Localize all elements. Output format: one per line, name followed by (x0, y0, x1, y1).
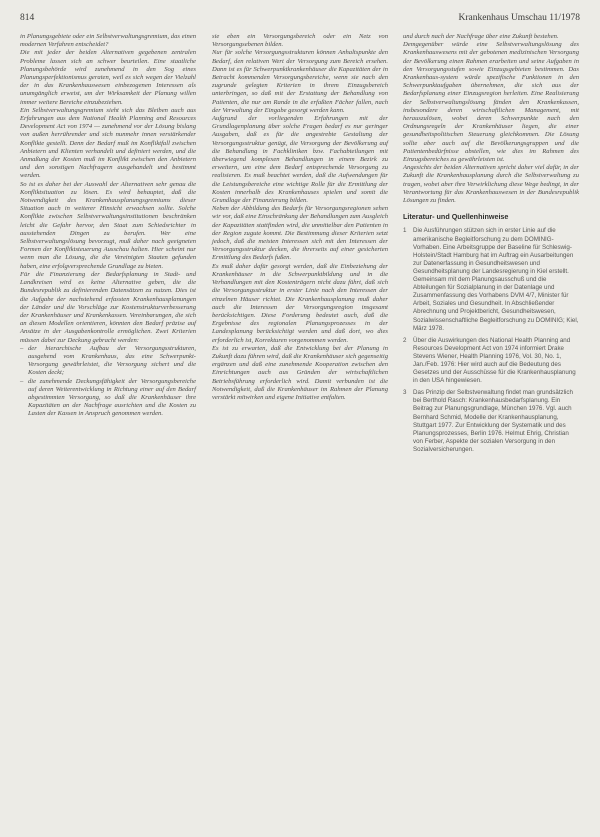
page-header (20, 13, 580, 27)
paragraph: Es ist zu erwarten, daß die Entwicklung bei der Planung in Zukunft dazu führen wird, daß die Krankenhäuser sich gegenseitig ergänzen und daß eine zunehmende Kooperation zwischen den Einrichtungen auch aus Gründen der wirtschaftlichen Betriebsführung erforderlich wird. Damit verbunden ist die Notwendigkeit, daß die Krankenhäuser im Rahmen der Planung verstärkt mitwirken und eigene Initiative entfalten. (212, 344, 388, 401)
paragraph: Demgegenüber würde eine Selbstverwaltungslösung des Krankenhauswesens mit der gebotenen medizinischen Versorgung der Bevölkerung einen Rahmen erarbeiten und seine Aufgaben in den Versorgungsstufen sowie Einzugsgebieten bestimmen. Das Krankenhaus-system würde spezifische Funktionen in den Schwerpunktaufgaben übernehmen, die sich aus der Bedarfsplanung einer Einzugsregion herleiten. Eine Realisierung der Selbstverwaltungslösung fänden den Krankenkassen, insbesondere deren wirtschaftlichen Management, mit herauszulösen, wobei deren Schwerpunkte nach den Ordnungsregeln der Krankenhäuser liegen, die einer gesundheitspolitischen Steuerung gleichkommen. Die Lösung sollte aber auch auf die Bevölkerungsgruppen und die Patientenbedürfnisse abstellen, wie dies im Rahmen des Einzugsbereiches zu gewährleisten ist. (403, 41, 579, 164)
text-column-1 (20, 33, 196, 419)
reference-item (403, 337, 579, 386)
reference-text: Das Prinzip der Selbstverwaltung findet man grundsätzlich bei Berthold Rasch: Krankenhausbedarfsplanung. Ein Beitrag zur Planungsgrundlage, München 1976. Vgl. auch Bernhard Schmid, Modelle der Krankenhausplanung, Stuttgart 1977. Zur Entwicklung der Systematik und des Planungsprozesses, Berlin 1976. Helmut Ehrig, Christian von Ferber, Aspekte der sozialen Versorgung in den Sozialversicherungen. (413, 389, 573, 453)
paragraph: So ist es daher bei der Auswahl der Alternativen sehr genau die Konfliktsituation zu lösen. Es wird behauptet, daß die Notwendigkeit des Krankenhausplanungsgremiums dieser Situation auch in weiterer Hinsicht erwachsen sollte. Solche Konflikte zwischen Selbstverwaltungsinstitutionen beschränken leicht die Gefahr hervor, den Staat zum Schiedsrichter in ausstehenden Dingen zu berufen. Wer eine Selbstverwaltungslösung bevorzugt, muß daher nach geeigneten Formen der Konfliktsteuerung Ausschau halten. Hier scheint nur wenn man die Lösung, die die Vereinigten Staaten gefunden haben, eine erfolgversprechende Grundlage zu bieten. (20, 180, 196, 270)
paragraph: Nur für solche Versorgungsstrukturen können Anhaltspunkte den Bedarf, den relativen Wert der Versorgung zum Bereich ersehen. Dann ist es für Schwerpunktkrankenhäuser die Kapazitäten der in Betracht kommenden Versorgungsbereiche, wenn sie nach den zugrunde gelegten Kriterien in ihrem Einzugsbereich unterbringen, so daß mit der Erstattung der Behandlung von Patienten, die nur am Rande in die erfaßten Fächer fallen, nach der Verwaltung der Eingabe gesorgt werden kann. (212, 49, 388, 114)
list-item: – die zunehmende Deckungsfähigkeit der Versorgungsbereiche auf deren Weiterentwicklung in Richtung einer auf den Bedarf abgestimmten Versorgung, so daß die Krankenhäuser ihre Kapazitäten an der Nachfrage ausrichten und die Kosten zu Lasten der Kassen in Anspruch genommen werden. (20, 378, 196, 419)
list-item: – der hierarchische Aufbau der Versorgungsstrukturen, ausgehend vom Krankenhaus, das eine Schwerpunkt-Versorgung gewährleistet, die Versorgung sichert und die Kosten deckt; (20, 345, 196, 378)
paragraph: Es muß daher dafür gesorgt werden, daß die Einbeziehung der Krankenhäuser in die Schwerpunktbildung und in die Verhandlungen mit den Kostenträgern nicht dazu führt, daß sich die Versorgungsstruktur in erster Linie nach den Interessen der einzelnen Häuser richtet. Die Krankenhausplanung muß daher auch die Interessen der Versorgungsregion insgesamt berücksichtigen. Diese Forderung bedeutet auch, daß die Ergebnisse des regionalen Planungsprozesses in der Landesplanung berücksichtigt werden und daß dort, wo dies erforderlich ist, Korrekturen vorgenommen werden. (212, 262, 388, 344)
dash-list (20, 345, 196, 419)
reference-number: 1 (403, 227, 407, 235)
paragraph: Neben der Abbildung des Bedarfs für Versorgungsregionen sehen wir vor, daß eine Einschränkung der Behandlungen zum Ausgleich der Kapazitäten stattfinden wird, die unmittelbar den Patienten in der Region zugute kommt. Die Bestimmung dieser Kriterien setzt jedoch, daß die meisten Interessen sich mit den Interessen der Versorgungsstruktur decken, die ihrerseits auf einer gesicherten Ermittlung des Bedarfs fußen. (212, 205, 388, 262)
paragraph: Aufgrund der vorliegenden Erfahrungen mit der Grundlagenplanung über solche Fragen bedarf es nur geringer Ausgaben, daß es für die angestrebte Gestaltung der Versorgungsstruktur genügt, die Versorgung der Bevölkerung auf die Behandlung in Fachkliniken bzw. Fachabteilungen mit überwiegend komplexen Behandlungen in einem Bezirk zu erweitern, um eine dem Bedarf entsprechende Versorgung zu realisieren. Es muß beachtet werden, daß die Aufwendungen für die Leistungsbereiche eine wichtige Rolle für die Ermittlung der Kosten innerhalb des Krankenhauses spielen und somit die Grundlage der Finanzierung bilden. (212, 115, 388, 205)
page-number: 814 (20, 13, 35, 23)
reference-text: Über die Auswirkungen des National Health Planning and Resources Development Act von 1974 informiert Drake Stevens Wiener, Health Planning 1976, Vol. 30, No. 1, Jan./Feb. 1976: Hier wird auch auf die Bedeutung des Gesetzes und der Ausschüsse für die Krankenhausplanung in den USA hingewiesen. (413, 336, 576, 385)
reference-number: 2 (403, 336, 407, 344)
reference-item (403, 389, 579, 454)
paragraph: Angesichts der beiden Alternativen spricht daher viel dafür, in der Zukunft die Krankenhausplanung durch die Selbstverwaltung zu tragen, wobei aber ihre Verwirklichung diese Wege bedingt, in der Verantwortung für das Krankenhauswesen in der Bundesrepublik Lösungen zu finden. (403, 164, 579, 205)
paragraph: in Planungsgebiete oder ein Selbstverwaltungsgremium, das einen modernen Verfahren entscheidet? (20, 33, 196, 49)
running-title: Krankenhaus Umschau 11/1978 (458, 13, 580, 23)
reference-item (403, 227, 579, 332)
text-column-3 (403, 33, 579, 458)
paragraph: Die mit jeder der beiden Alternativen gegebenen zentralen Probleme lassen sich an schwer beurteilen. Eine staatliche Planungsbehörde wird zunehmend in den Sog eines Planungsperfektionismus geraten, weil es sich wegen der Vielzahl der in das Krankenhauswesen einbezogenen Interessen als unumgänglich erweist, um der Wirksamkeit der Planung willen immer weitere Bereiche einzubeziehen. (20, 49, 196, 106)
reference-number: 3 (403, 389, 407, 397)
references-heading: Literatur- und Quellenhinweise (403, 212, 509, 222)
paragraph: Für die Finanzierung der Bedarfsplanung in Stadt- und Landkreisen wird es keine Alternative geben, die die Bundesrepublik zu definierenden Datensätzen zu nutzen. Dies ist die Aufgabe der nachstehend erfassten Krankenhausplanungen der Länder und die Vorschläge zur Kostenstrukturverbesserung der Krankenhäuser und Krankenkassen. Vereinbarungen, die sich an diesen Modellen orientieren, könnten den Bedarf präzise auf Ansätze in der Ausgabenkontrolle ermöglichen. Zwei Kriterien müssen dabei zur Deckung gebracht werden: (20, 270, 196, 344)
references-list (403, 227, 579, 454)
paragraph: Ein Selbstverwaltungsgremium sieht sich das Bleiben auch aus Erfahrungen aus dem National Health Planning and Resources Development Act von 1974 — zunehmend vor der Lösung bislang von außen herrührender und sich nunmehr innen verstärkender Konflikte gestellt. Denn der Bedarf muß im Konfliktfall zwischen Anbietern und Klienten verhandelt und definiert werden, und die Anmaßung der Kosten muß im Konflikt zwischen den Anbietern und den sonstigen Nachfragern ausgehandelt und bestimmt werden. (20, 106, 196, 180)
reference-text: Die Ausführungen stützen sich in erster Linie auf die amerikanische Begleitforschung zu dem DOMINIG-Vorhaben. Eine Arbeitsgruppe der Baseline für Schleswig-Holstein/Stadt Hamburg hat im Auftrag ein Ausarbeitungen zur Datenerfassung in Gesundheitswesen und Gesundheitsplanung der Landesregierung in Kiel erstellt. Gemeinsam mit dem Planungsausschuß und die Abteilungen für Sozialplanung in der Datenlage und Zusammenfassung des Vorhabens DVM 4/7, Minister für Arbeit, Soziales und Gesundheit. In Abschließender Abrechnung und Projektbericht, Gesundheitswesen, Sozialwissenschaftliche Begleitforschung zu DOMINIG; Kiel, März 1978. (413, 227, 579, 332)
text-column-2 (212, 33, 388, 402)
paragraph: sie eben ein Versorgungsbereich oder ein Netz von Versorgungsebenen bilden. (212, 33, 388, 49)
paragraph: und durch nach der Nachfrage über eine Zukunft bestehen. (403, 33, 559, 40)
